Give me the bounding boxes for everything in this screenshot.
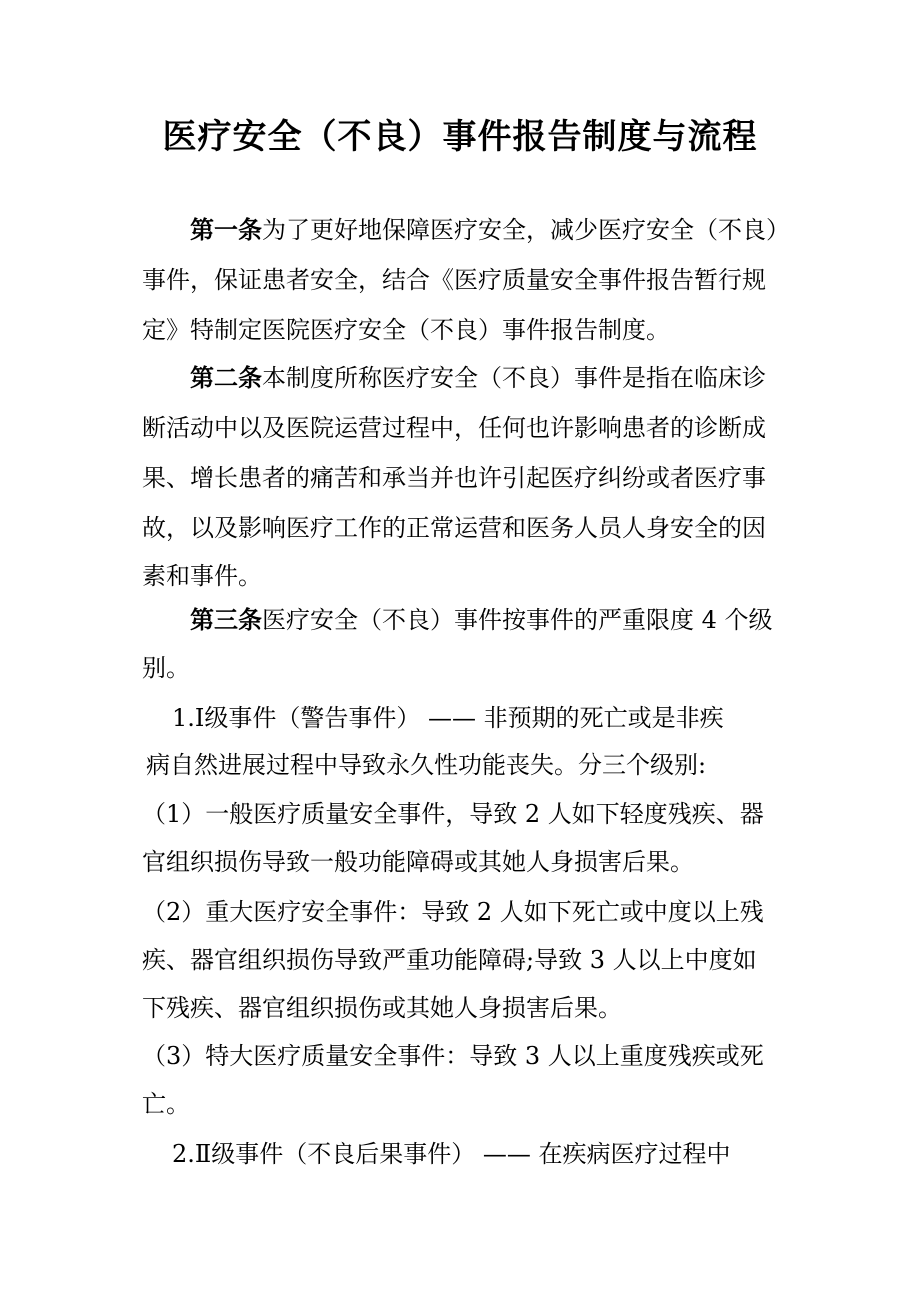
document-title: 医疗安全（不良）事件报告制度与流程 — [162, 117, 758, 157]
article-2-line-5: 素和事件。 — [142, 562, 262, 590]
article-2-line-2: 断活动中以及医院运营过程中，任何也许影响患者的诊断成 — [142, 414, 766, 442]
article-3-text: 医疗安全（不良）事件按事件的严重限度 4 个级 — [262, 606, 773, 634]
article-2-line-4: 故，以及影响医疗工作的正常运营和医务人员人身安全的因 — [142, 514, 766, 542]
article-1-label: 第一条 — [190, 215, 262, 244]
article-1-text: 为了更好地保障医疗安全，减少医疗安全（不良） — [262, 216, 790, 244]
article-1-line-3: 定》特制定医院医疗安全（不良）事件报告制度。 — [142, 316, 670, 344]
sub-item-2-line-2: 疾、器官组织损伤导致严重功能障碍;导致 3 人以上中度如 — [142, 946, 757, 974]
article-2-label: 第二条 — [190, 363, 262, 392]
article-2-line-3: 果、增长患者的痛苦和承当并也许引起医疗纠纷或者医疗事 — [142, 464, 766, 492]
sub-item-2-line-1: （2）重大医疗安全事件：导致 2 人如下死亡或中度以上残 — [142, 898, 764, 926]
item-2-line-1: 2.Ⅱ级事件（不良后果事件） —— 在疾病医疗过程中 — [172, 1140, 731, 1168]
item-1-line-2: 病自然进展过程中导致永久性功能丧失。分三个级别: — [146, 751, 707, 779]
sub-item-1-line-2: 官组织损伤导致一般功能障碍或其她人身损害后果。 — [142, 848, 694, 876]
item-1-line-1: 1.Ⅰ级事件（警告事件） —— 非预期的死亡或是非疾 — [172, 704, 724, 732]
sub-item-3-line-1: （3）特大医疗质量安全事件：导致 3 人以上重度残疾或死 — [142, 1042, 764, 1070]
article-3-first-line — [190, 600, 773, 640]
article-1-first-line — [190, 210, 790, 250]
article-1-line-2: 事件，保证患者安全，结合《医疗质量安全事件报告暂行规 — [142, 266, 766, 294]
article-2-first-line — [190, 358, 766, 398]
sub-item-2-line-3: 下残疾、器官组织损伤或其她人身损害后果。 — [142, 994, 622, 1022]
article-2-text: 本制度所称医疗安全（不良）事件是指在临床诊 — [262, 364, 766, 392]
article-3-line-2: 别。 — [142, 654, 190, 682]
sub-item-3-line-2: 亡。 — [142, 1090, 190, 1118]
article-3-label: 第三条 — [190, 605, 262, 634]
sub-item-1-line-1: （1）一般医疗质量安全事件，导致 2 人如下轻度残疾、器 — [142, 800, 764, 828]
